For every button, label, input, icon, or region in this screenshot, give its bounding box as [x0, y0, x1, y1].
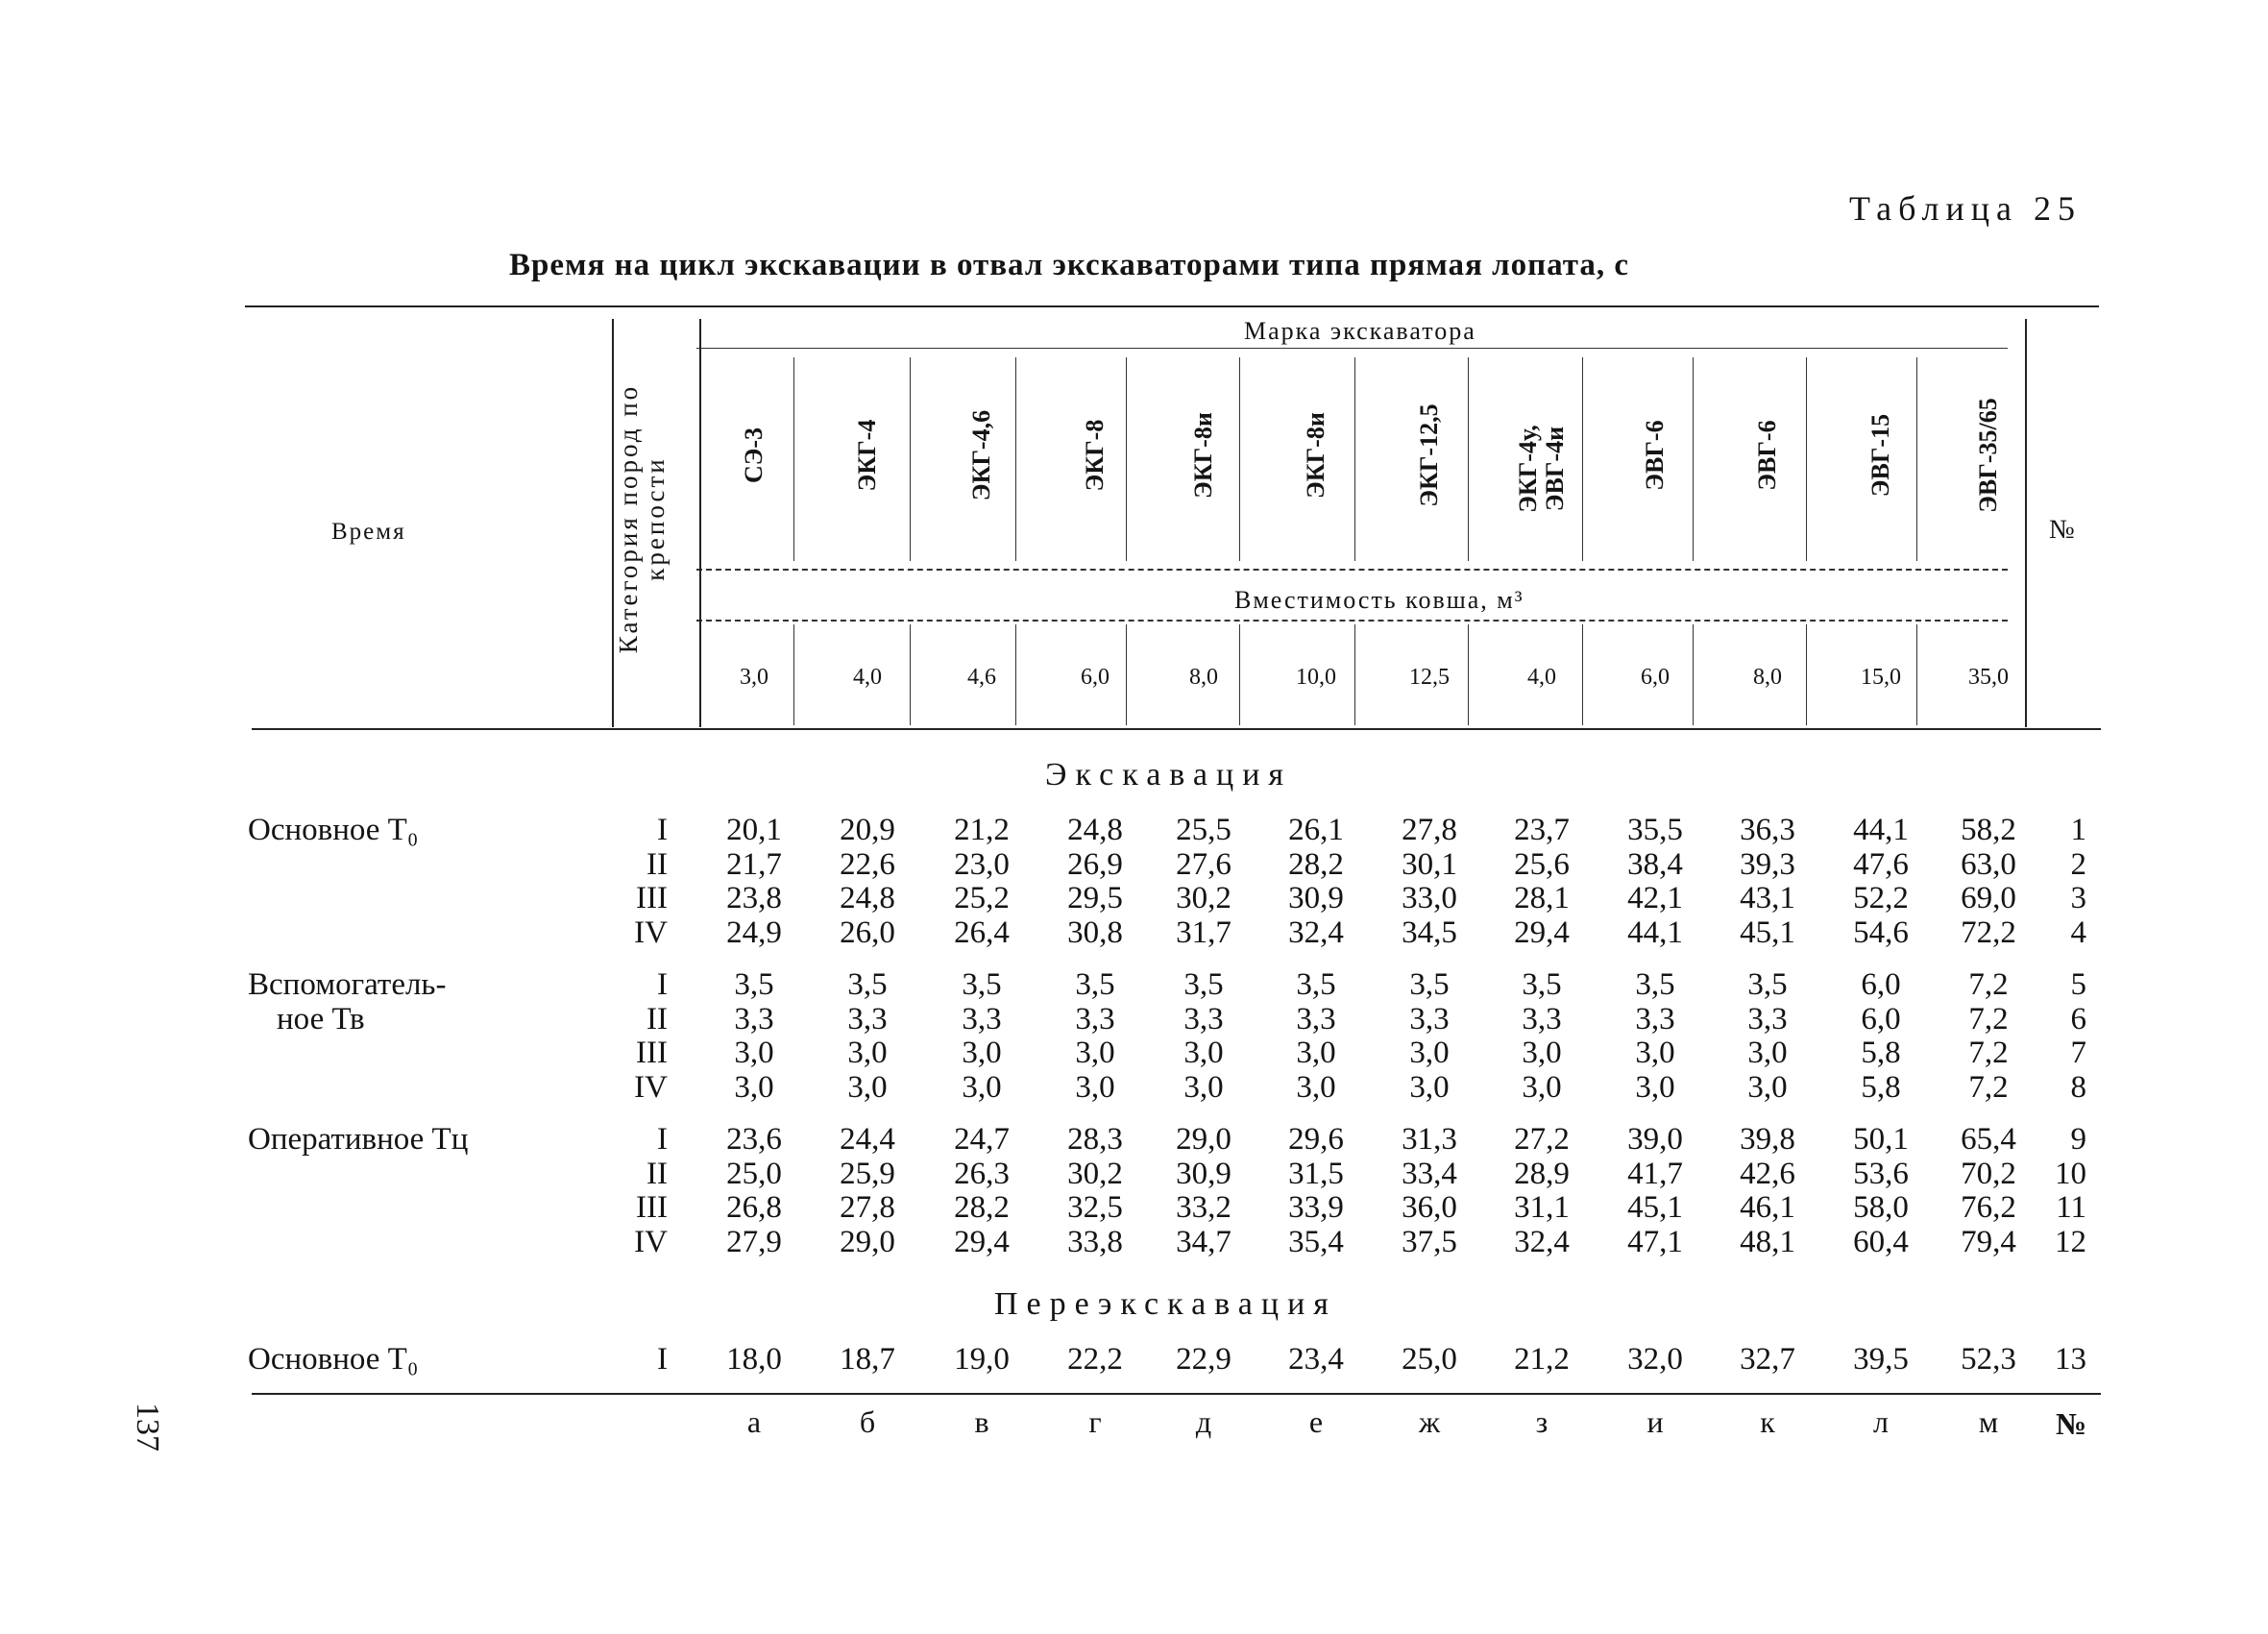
cell-value: 3,0 [1747, 1069, 1788, 1105]
cell-value: 34,7 [1176, 1224, 1232, 1259]
row-number: 12 [2055, 1224, 2086, 1259]
cell-value: 20,9 [840, 813, 895, 847]
cell-value: 3,3 [962, 1001, 1002, 1036]
bucket-capacity: 6,0 [1081, 665, 1110, 690]
column-letter: з [1535, 1404, 1549, 1439]
cell-value: 22,6 [840, 846, 895, 882]
row-number: 2 [2070, 846, 2086, 882]
cell-value: 3,3 [847, 1001, 888, 1036]
footer-number-label: № [2056, 1406, 2087, 1441]
brand-label [968, 359, 995, 551]
cell-value: 23,0 [954, 846, 1010, 882]
table-number-label: Таблица 25 [1849, 189, 2082, 228]
row-number: 13 [2055, 1342, 2086, 1377]
cell-value: 25,6 [1514, 846, 1570, 882]
rock-category: IV [634, 1224, 668, 1259]
cell-value: 70,2 [1961, 1156, 2016, 1191]
cell-value: 29,0 [1176, 1122, 1232, 1157]
section-title: Переэкскавация [994, 1286, 1337, 1322]
cell-value: 23,6 [726, 1122, 782, 1157]
row-number: 6 [2070, 1001, 2086, 1036]
cell-value: 43,1 [1740, 881, 1795, 915]
rock-category: IV [634, 1069, 668, 1105]
section-title: Экскавация [1045, 757, 1293, 793]
category-header: Категория пород по крепости [614, 383, 670, 654]
cell-value: 24,7 [954, 1122, 1010, 1157]
cell-value: 46,1 [1740, 1190, 1795, 1225]
row-number: 10 [2055, 1156, 2086, 1191]
brand-col-divider [1354, 357, 1355, 561]
cell-value: 44,1 [1627, 915, 1683, 950]
cell-value: 21,2 [1514, 1342, 1570, 1377]
cell-value: 3,0 [1183, 1069, 1224, 1105]
cell-value: 20,1 [726, 813, 782, 847]
cell-value: 69,0 [1961, 881, 2016, 915]
bucket-capacity: 35,0 [1968, 665, 2009, 690]
row-group-label: ное Тв [277, 1001, 365, 1036]
cell-value: 28,1 [1514, 881, 1570, 915]
cell-value: 3,5 [1747, 967, 1788, 1002]
rock-category: II [646, 846, 668, 882]
cell-value: 3,3 [1296, 1001, 1336, 1036]
brand-label [1190, 359, 1217, 551]
cell-value: 45,1 [1627, 1190, 1683, 1225]
brand-name: ЭКГ-4у, [1514, 425, 1542, 513]
row-number: 7 [2070, 1036, 2086, 1070]
cell-value: 29,6 [1288, 1122, 1344, 1157]
cell-value: 3,3 [1183, 1001, 1224, 1036]
row-number: 9 [2070, 1122, 2086, 1157]
cell-value: 24,4 [840, 1122, 895, 1157]
cell-value: 26,8 [726, 1190, 782, 1225]
cell-value: 28,3 [1067, 1122, 1123, 1157]
cell-value: 3,0 [1522, 1069, 1562, 1105]
row-group-label: Оперативное Тц [248, 1122, 469, 1157]
cell-value: 32,5 [1067, 1190, 1123, 1225]
cell-value: 30,8 [1067, 915, 1123, 950]
cell-value: 3,0 [1075, 1069, 1115, 1105]
cell-value: 28,2 [1288, 846, 1344, 882]
cell-value: 31,1 [1514, 1190, 1570, 1225]
brand-label [854, 359, 881, 551]
number-header: № [2049, 515, 2075, 545]
cell-value: 25,5 [1176, 813, 1232, 847]
cell-value: 3,5 [734, 967, 774, 1002]
cell-value: 3,0 [847, 1069, 888, 1105]
cell-value: 26,0 [840, 915, 895, 950]
rock-category: I [657, 1342, 668, 1377]
header-bottom-rule [252, 728, 2101, 730]
cell-value: 3,0 [734, 1036, 774, 1070]
cell-value: 33,2 [1176, 1190, 1232, 1225]
cell-value: 3,0 [1747, 1036, 1788, 1070]
rock-category: IV [634, 915, 668, 950]
brand-col-divider [1806, 357, 1807, 561]
cell-value: 19,0 [954, 1342, 1010, 1377]
cell-value: 33,0 [1402, 881, 1457, 915]
cell-value: 41,7 [1627, 1156, 1683, 1191]
column-letter: к [1760, 1404, 1775, 1439]
cell-value: 32,4 [1288, 915, 1344, 950]
cell-value: 65,4 [1961, 1122, 2016, 1157]
brand-name: ЭВГ-35/65 [1974, 398, 2002, 513]
row-number: 4 [2070, 915, 2086, 950]
cell-value: 31,3 [1402, 1122, 1457, 1157]
cell-value: 54,6 [1853, 915, 1909, 950]
cell-value: 3,5 [1409, 967, 1450, 1002]
cell-value: 25,2 [954, 881, 1010, 915]
cell-value: 33,4 [1402, 1156, 1457, 1191]
brand-name: ЭВГ-15 [1866, 413, 1894, 498]
cell-value: 35,4 [1288, 1224, 1344, 1259]
cell-value: 3,0 [734, 1069, 774, 1105]
brand-label [1082, 359, 1109, 551]
cell-value: 37,5 [1402, 1224, 1457, 1259]
cell-value: 47,6 [1853, 846, 1909, 882]
brand-label [741, 359, 768, 551]
cell-value: 3,5 [1522, 967, 1562, 1002]
cell-value: 72,2 [1961, 915, 2016, 950]
rock-category: III [636, 1036, 668, 1070]
column-letter: л [1873, 1404, 1889, 1439]
bucket-capacity: 15,0 [1861, 665, 1901, 690]
cell-value: 42,1 [1627, 881, 1683, 915]
cell-value: 26,1 [1288, 813, 1344, 847]
cell-value: 23,8 [726, 881, 782, 915]
brand-name: ЭВГ-6 [1641, 420, 1669, 491]
brand-name: ЭКГ-12,5 [1415, 403, 1443, 507]
cell-value: 5,8 [1861, 1069, 1901, 1105]
cell-value: 6,0 [1861, 967, 1901, 1002]
cell-value: 30,9 [1176, 1156, 1232, 1191]
brand-label [1515, 373, 1569, 565]
cell-value: 30,2 [1067, 1156, 1123, 1191]
cell-value: 6,0 [1861, 1001, 1901, 1036]
bucket-capacity: 8,0 [1189, 665, 1218, 690]
cell-value: 3,3 [1409, 1001, 1450, 1036]
cell-value: 3,0 [1296, 1069, 1336, 1105]
rock-category: I [657, 1122, 668, 1157]
cell-value: 58,0 [1853, 1190, 1909, 1225]
header-top-rule [245, 305, 2099, 307]
cell-value: 22,2 [1067, 1342, 1123, 1377]
cell-value: 36,3 [1740, 813, 1795, 847]
cell-value: 3,0 [1183, 1036, 1224, 1070]
cell-value: 3,0 [1635, 1069, 1675, 1105]
rock-category: I [657, 813, 668, 847]
cell-value: 26,3 [954, 1156, 1010, 1191]
brand-name: ЭКГ-4,6 [967, 409, 995, 501]
brand-col-divider [1916, 357, 1917, 561]
cell-value: 52,3 [1961, 1342, 2016, 1377]
brand-name: ЭКГ-8и [1189, 412, 1217, 499]
cell-value: 24,8 [1067, 813, 1123, 847]
bucket-capacity: 4,0 [1527, 665, 1556, 690]
brand-label [1975, 359, 2002, 551]
brand-underline-rule [696, 348, 2008, 349]
cell-value: 3,5 [962, 967, 1002, 1002]
cell-value: 23,4 [1288, 1342, 1344, 1377]
table-title: Время на цикл экскавации в отвал экскаваторами типа прямая лопата, с [509, 248, 1630, 282]
brand-col-divider [1015, 357, 1016, 561]
cell-value: 30,9 [1288, 881, 1344, 915]
brand-name: ЭКГ-8и [1302, 412, 1329, 499]
cell-value: 25,0 [726, 1156, 782, 1191]
cell-value: 39,3 [1740, 846, 1795, 882]
cell-value: 32,4 [1514, 1224, 1570, 1259]
cell-value: 18,7 [840, 1342, 895, 1377]
cell-value: 63,0 [1961, 846, 2016, 882]
cell-value: 3,3 [1747, 1001, 1788, 1036]
bucket-capacity-header: Вместимость ковша, м³ [1234, 586, 1524, 614]
cell-value: 28,2 [954, 1190, 1010, 1225]
page-number: 137 [130, 1402, 165, 1451]
cell-value: 23,7 [1514, 813, 1570, 847]
column-letter: м [1978, 1404, 1999, 1439]
rock-category: III [636, 881, 668, 915]
rock-category: I [657, 967, 668, 1002]
brand-label [1754, 359, 1781, 551]
capacity-subdivider [696, 620, 2008, 622]
column-letter: в [974, 1404, 989, 1439]
cell-value: 50,1 [1853, 1122, 1909, 1157]
brand-name: ЭВГ-6 [1753, 420, 1781, 491]
cell-value: 44,1 [1853, 813, 1909, 847]
brand-label [1867, 359, 1894, 551]
table-bottom-rule [252, 1393, 2101, 1395]
cell-value: 48,1 [1740, 1224, 1795, 1259]
cell-value: 3,0 [1635, 1036, 1675, 1070]
cell-value: 30,2 [1176, 881, 1232, 915]
cell-value: 3,0 [1409, 1069, 1450, 1105]
cell-value: 3,0 [962, 1036, 1002, 1070]
brand-col-divider [1239, 357, 1240, 561]
cell-value: 7,2 [1968, 967, 2009, 1002]
brand-name: СЭ-3 [740, 427, 768, 484]
brand-col-divider [793, 357, 794, 561]
cell-value: 25,9 [840, 1156, 895, 1191]
cell-value: 28,9 [1514, 1156, 1570, 1191]
cell-value: 36,0 [1402, 1190, 1457, 1225]
brand-col-divider [1693, 357, 1694, 561]
bucket-capacity: 3,0 [740, 665, 768, 690]
row-group-label: Основное Т₀ [248, 813, 419, 847]
row-number: 8 [2070, 1069, 2086, 1105]
row-number: 1 [2070, 813, 2086, 847]
cell-value: 27,2 [1514, 1122, 1570, 1157]
cell-value: 42,6 [1740, 1156, 1795, 1191]
cell-value: 18,0 [726, 1342, 782, 1377]
cell-value: 31,5 [1288, 1156, 1344, 1191]
cell-value: 25,0 [1402, 1342, 1457, 1377]
row-number: 11 [2056, 1190, 2086, 1225]
bucket-capacity: 4,0 [853, 665, 882, 690]
brand-col-divider [1468, 357, 1469, 561]
cell-value: 3,0 [1075, 1036, 1115, 1070]
cell-value: 3,0 [1296, 1036, 1336, 1070]
column-letter: е [1308, 1404, 1324, 1439]
cell-value: 33,9 [1288, 1190, 1344, 1225]
brand-label [1642, 359, 1669, 551]
column-letter: д [1195, 1404, 1212, 1439]
cell-value: 31,7 [1176, 915, 1232, 950]
cell-value: 35,5 [1627, 813, 1683, 847]
brand-col-divider [1582, 357, 1583, 561]
cell-value: 27,9 [726, 1224, 782, 1259]
cell-value: 27,6 [1176, 846, 1232, 882]
cell-value: 34,5 [1402, 915, 1457, 950]
rock-category: III [636, 1190, 668, 1225]
brand-capacity-divider [696, 569, 2008, 571]
bucket-capacity: 6,0 [1641, 665, 1670, 690]
column-letter: ж [1418, 1404, 1441, 1439]
bucket-capacity: 8,0 [1753, 665, 1782, 690]
cell-value: 24,9 [726, 915, 782, 950]
cell-value: 22,9 [1176, 1342, 1232, 1377]
brand-header: Марка экскаватора [1244, 317, 1476, 345]
cell-value: 39,0 [1627, 1122, 1683, 1157]
cell-value: 3,3 [734, 1001, 774, 1036]
cell-value: 3,0 [962, 1069, 1002, 1105]
cell-value: 3,5 [1296, 967, 1336, 1002]
brand-name: ЭКГ-4 [853, 419, 881, 492]
cell-value: 76,2 [1961, 1190, 2016, 1225]
column-letter: г [1088, 1404, 1102, 1439]
cell-value: 52,2 [1853, 881, 1909, 915]
cell-value: 3,3 [1522, 1001, 1562, 1036]
cell-value: 3,3 [1075, 1001, 1115, 1036]
cell-value: 3,0 [1522, 1036, 1562, 1070]
cell-value: 7,2 [1968, 1069, 2009, 1105]
cell-value: 7,2 [1968, 1001, 2009, 1036]
column-letter: б [859, 1404, 876, 1439]
cell-value: 3,5 [1075, 967, 1115, 1002]
cell-value: 60,4 [1853, 1224, 1909, 1259]
row-group-label: Основное Т₀ [248, 1342, 419, 1377]
brand-name: ЭКГ-8 [1081, 419, 1109, 492]
cell-value: 29,4 [1514, 915, 1570, 950]
cell-value: 3,5 [847, 967, 888, 1002]
cell-value: 58,2 [1961, 813, 2016, 847]
cell-value: 33,8 [1067, 1224, 1123, 1259]
cell-value: 29,4 [954, 1224, 1010, 1259]
cell-value: 79,4 [1961, 1224, 2016, 1259]
cell-value: 27,8 [840, 1190, 895, 1225]
cell-value: 21,7 [726, 846, 782, 882]
cell-value: 45,1 [1740, 915, 1795, 950]
brand-col-divider [910, 357, 911, 561]
cell-value: 29,0 [840, 1224, 895, 1259]
cell-value: 26,4 [954, 915, 1010, 950]
cell-value: 3,5 [1635, 967, 1675, 1002]
column-letter: и [1646, 1404, 1664, 1439]
brand-label [1303, 359, 1329, 551]
category-col-divider [699, 319, 701, 727]
cell-value: 24,8 [840, 881, 895, 915]
cell-value: 7,2 [1968, 1036, 2009, 1070]
cell-value: 3,0 [847, 1036, 888, 1070]
cell-value: 39,5 [1853, 1342, 1909, 1377]
cell-value: 32,0 [1627, 1342, 1683, 1377]
cell-value: 3,0 [1409, 1036, 1450, 1070]
time-header: Время [331, 519, 406, 545]
cell-value: 3,5 [1183, 967, 1224, 1002]
cell-value: 38,4 [1627, 846, 1683, 882]
cell-value: 27,8 [1402, 813, 1457, 847]
cell-value: 53,6 [1853, 1156, 1909, 1191]
bucket-capacity: 4,6 [967, 665, 996, 690]
row-group-label: Вспомогатель- [248, 967, 447, 1002]
brand-label [1416, 359, 1443, 551]
rock-category: II [646, 1001, 668, 1036]
cell-value: 47,1 [1627, 1224, 1683, 1259]
cell-value: 29,5 [1067, 881, 1123, 915]
cell-value: 32,7 [1740, 1342, 1795, 1377]
row-number: 5 [2070, 967, 2086, 1002]
brand-name-2: ЭВГ-4и [1541, 426, 1569, 512]
cell-value: 30,1 [1402, 846, 1457, 882]
cell-value: 5,8 [1861, 1036, 1901, 1070]
bucket-capacity: 10,0 [1296, 665, 1336, 690]
cell-value: 3,3 [1635, 1001, 1675, 1036]
cell-value: 21,2 [954, 813, 1010, 847]
brand-col-divider [1126, 357, 1127, 561]
rock-category: II [646, 1156, 668, 1191]
cell-value: 39,8 [1740, 1122, 1795, 1157]
row-number: 3 [2070, 881, 2086, 915]
cell-value: 26,9 [1067, 846, 1123, 882]
bucket-capacity: 12,5 [1409, 665, 1450, 690]
column-letter: а [746, 1404, 762, 1439]
